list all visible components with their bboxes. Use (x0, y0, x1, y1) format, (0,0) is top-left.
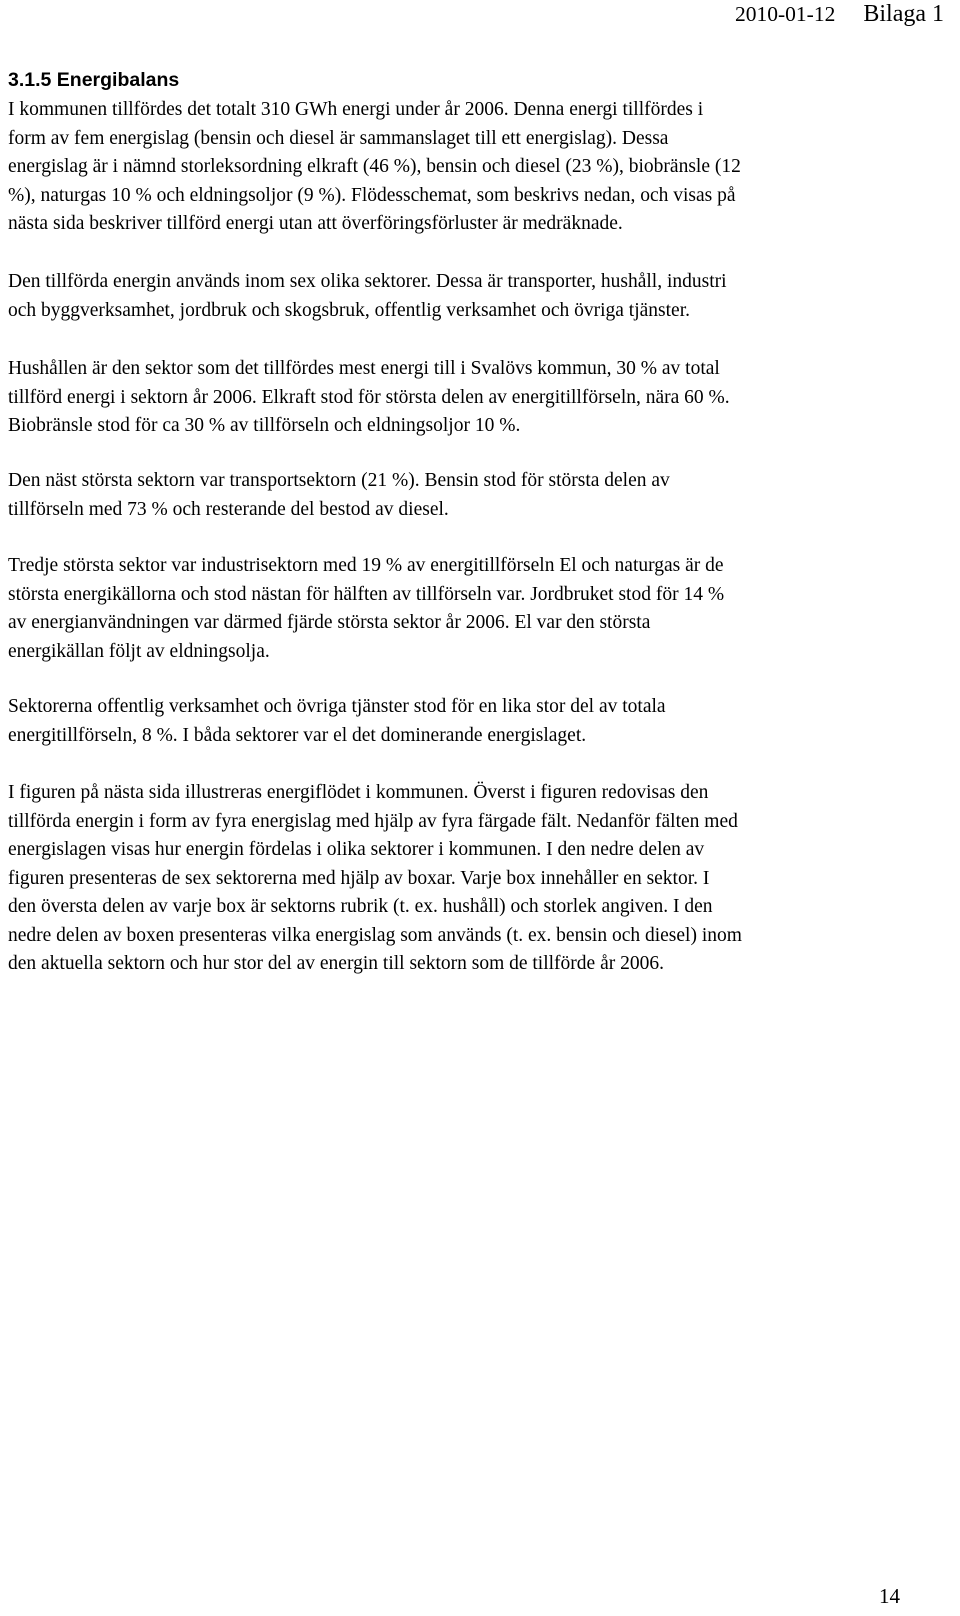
paragraph-line: Tredje största sektor var industrisektorn med 19 % av energitillförseln El och naturgas är de (8, 555, 724, 576)
paragraph-public-services (8, 693, 938, 750)
header-date: 2010-01-12 (735, 2, 836, 26)
paragraph-line: energikällan följt av eldningsolja. (8, 640, 270, 662)
paragraph-line: Sektorerna offentlig verksamhet och övriga tjänster stod för en lika stor del av totala (8, 696, 666, 717)
paragraph-line: och byggverksamhet, jordbruk och skogsbruk, offentlig verksamhet och övriga tjänster. (8, 299, 690, 321)
paragraph-line: Biobränsle stod för ca 30 % av tillförseln och eldningsoljor 10 %. (8, 415, 521, 436)
paragraph-line: tillförd energi i sektorn år 2006. Elkraft stod för största delen av energitillförseln, nära 60 %. (8, 386, 730, 408)
paragraph-households (8, 355, 938, 441)
paragraph-line: nästa sida beskriver tillförd energi utan att överföringsförluster är medräknade. (8, 213, 623, 234)
paragraph-transport (8, 467, 938, 524)
paragraph-line: tillförseln med 73 % och resterande del bestod av diesel. (8, 498, 449, 520)
paragraph-line: %), naturgas 10 % och eldningsoljor (9 %). Flödesschemat, som beskrivs nedan, och visas på (8, 184, 736, 206)
paragraph-sectors (8, 268, 938, 325)
paragraph-line: nedre delen av boxen presenteras vilka energislag som används (t. ex. bensin och diesel) inom (8, 924, 742, 946)
paragraph-line: I kommunen tillfördes det totalt 310 GWh energi under år 2006. Denna energi tillfördes i (8, 99, 704, 120)
page-number: 14 (879, 1584, 900, 1608)
paragraph-line: I figuren på nästa sida illustreras energiflödet i kommunen. Överst i figuren redovisas den (8, 782, 709, 803)
paragraph-industry-agriculture (8, 552, 938, 666)
paragraph-line: energislagen visas hur energin fördelas i olika sektorer i kommunen. I den nedre delen av (8, 839, 705, 860)
paragraph-line: form av fem energislag (bensin och diesel är sammanslaget till ett energislag). Dessa (8, 127, 669, 149)
section-title: 3.1.5 Energibalans (8, 69, 180, 91)
paragraph-line: energislag är i nämnd storleksordning elkraft (46 %), bensin och diesel (23 %), biobränsle (12 (8, 156, 741, 177)
paragraph-line: tillförda energin i form av fyra energislag med hjälp av fyra färgade fält. Nedanför fälten med (8, 810, 738, 832)
paragraph-figure-description (8, 779, 938, 979)
paragraph-line: den aktuella sektorn och hur stor del av energin till sektorn som de tillförde år 2006. (8, 953, 664, 974)
header-appendix-label: Bilaga 1 (863, 1, 944, 27)
paragraph-line: Den tillförda energin används inom sex olika sektorer. Dessa är transporter, hushåll, industri (8, 271, 727, 292)
page-header (735, 0, 944, 28)
paragraph-energy-supply (8, 96, 938, 239)
paragraph-line: Hushållen är den sektor som det tillfördes mest energi till i Svalövs kommun, 30 % av total (8, 358, 720, 379)
paragraph-line: den översta delen av varje box är sektorns rubrik (t. ex. hushåll) och storlek angiven. I den (8, 896, 713, 917)
paragraph-line: Den näst största sektorn var transportsektorn (21 %). Bensin stod för största delen av (8, 470, 670, 491)
paragraph-line: största energikällorna och stod nästan för hälften av tillförseln var. Jordbruket stod för 14 % (8, 583, 725, 605)
paragraph-line: figuren presenteras de sex sektorerna med hjälp av boxar. Varje box innehåller en sektor. I (8, 867, 710, 889)
paragraph-line: av energianvändningen var därmed fjärde största sektor år 2006. El var den största (8, 612, 651, 633)
paragraph-line: energitillförseln, 8 %. I båda sektorer var el det dominerande energislaget. (8, 724, 587, 746)
